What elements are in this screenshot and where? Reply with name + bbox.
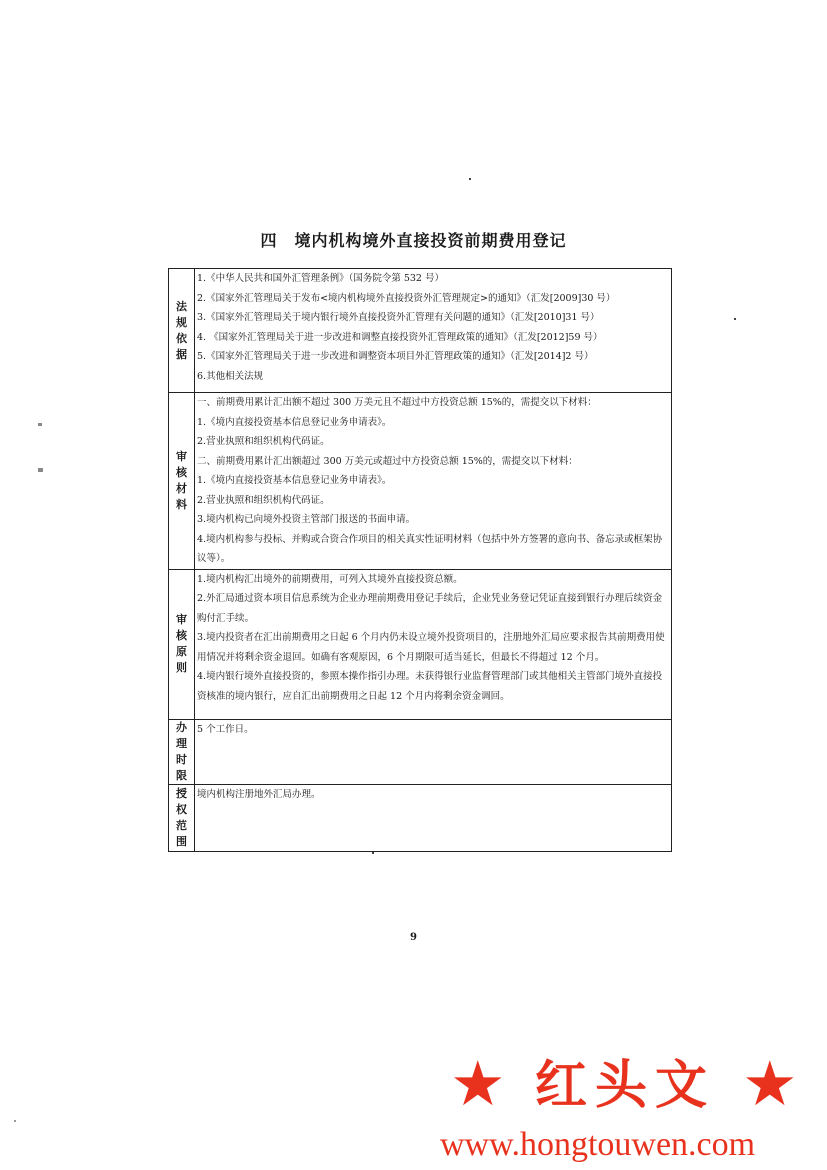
header-char: 依 xyxy=(176,331,187,345)
section-content xyxy=(195,269,672,393)
header-char: 办 xyxy=(176,720,187,734)
section-content xyxy=(195,784,672,851)
scan-speck xyxy=(372,852,374,854)
section-header xyxy=(169,784,195,851)
section-legal-basis xyxy=(169,269,672,393)
header-char: 围 xyxy=(176,834,187,848)
header-char: 核 xyxy=(176,629,187,642)
scan-speck xyxy=(469,178,471,180)
list-item: 2.营业执照和组织机构代码证。 xyxy=(197,494,330,506)
scan-speck xyxy=(38,468,43,472)
header-char: 授 xyxy=(176,786,187,800)
header-char: 据 xyxy=(176,347,187,361)
header-char: 核 xyxy=(176,465,187,479)
watermark-url: www.hongtouwen.com xyxy=(440,1126,756,1163)
scan-speck xyxy=(38,423,42,426)
section-time-limit xyxy=(169,719,672,784)
header-char: 范 xyxy=(176,818,187,832)
section-header xyxy=(169,719,195,784)
section-header xyxy=(169,269,195,393)
list-item: 1.《境内直接投资基本信息登记业务申请表》。 xyxy=(197,475,392,486)
page-number: 9 xyxy=(410,932,417,943)
section-header xyxy=(169,569,195,719)
scan-speck xyxy=(14,1120,16,1122)
list-item: 1.境内机构汇出境外的前期费用，可列入其境外直接投资总额。 xyxy=(197,573,463,585)
section-authorization-scope xyxy=(169,784,672,851)
watermark-star-left-icon: ★ xyxy=(450,1047,506,1120)
list-item: 2.《国家外汇管理局关于发布<境内机构境外直接投资外汇管理规定>的通知》（汇发[2009]30 号） xyxy=(197,292,616,304)
section-content xyxy=(195,393,672,570)
header-char: 权 xyxy=(176,802,187,816)
section-content xyxy=(195,569,672,719)
list-item: 4.境内机构参与投标、并购或合资合作项目的相关真实性证明材料（包括中外方签署的意向书、备忘录或框架协议等）。 xyxy=(197,533,663,564)
header-char: 审 xyxy=(176,613,187,626)
header-char: 料 xyxy=(176,497,187,511)
page-title: 四 境内机构境外直接投资前期费用登记 xyxy=(260,231,567,250)
header-char: 限 xyxy=(176,768,187,782)
list-item: 4. 《国家外汇管理局关于进一步改进和调整直接投资外汇管理政策的通知》（汇发[2012]59 号） xyxy=(197,331,603,343)
header-char: 时 xyxy=(176,752,187,766)
regulation-table xyxy=(168,268,672,852)
header-char: 原 xyxy=(176,645,187,658)
section-review-principles xyxy=(169,569,672,719)
list-item: 5.《国家外汇管理局关于进一步改进和调整资本项目外汇管理政策的通知》（汇发[2014]2 号） xyxy=(197,351,594,362)
header-char: 法 xyxy=(176,299,187,313)
list-item: 2.外汇局通过资本项目信息系统为企业办理前期费用登记手续后，企业凭业务登记凭证直接到银行办理后续资金购付汇手续。 xyxy=(197,593,663,624)
list-item: 一、前期费用累计汇出额不超过 300 万美元且不超过中方投资总额 15%的，需提交以下材料： xyxy=(197,397,597,408)
watermark-title: 红头文 xyxy=(535,1055,716,1116)
list-item: 4.境内银行境外直接投资的，参照本操作指引办理。未获得银行业监督管理部门或其他相关主管部门境外直接投资核准的境内银行，应自汇出前期费用之日起 12 个月内将剩余资金调回。 xyxy=(197,671,663,702)
list-item: 境内机构注册地外汇局办理。 xyxy=(197,788,321,800)
header-char: 理 xyxy=(176,736,187,750)
list-item: 1.《境内直接投资基本信息登记业务申请表》。 xyxy=(197,416,392,428)
list-item: 二、前期费用累计汇出额超过 300 万美元或超过中方投资总额 15%的，需提交以下材料： xyxy=(197,455,578,467)
list-item: 3.境内投资者在汇出前期费用之日起 6 个月内仍未设立境外投资项目的，注册地外汇局应要求报告其前期费用使用情况并将剩余资金退回。如确有客观原因，6 个月期限可适当延长，但最长不得超过 12 个月。 xyxy=(197,632,665,663)
list-item: 6.其他相关法规 xyxy=(197,370,264,382)
list-item: 3.《国家外汇管理局关于境内银行境外直接投资外汇管理有关问题的通知》（汇发[2010]31 号） xyxy=(197,312,600,323)
list-item: 5 个工作日。 xyxy=(197,723,254,735)
list-item: 2.营业执照和组织机构代码证。 xyxy=(197,436,330,447)
header-char: 则 xyxy=(176,661,187,674)
header-char: 审 xyxy=(176,449,187,463)
section-content xyxy=(195,719,672,784)
header-char: 材 xyxy=(176,481,187,495)
list-item: 1.《中华人民共和国外汇管理条例》（国务院令第 532 号） xyxy=(197,273,444,284)
header-char: 规 xyxy=(176,315,187,329)
section-review-materials xyxy=(169,393,672,570)
scan-speck xyxy=(734,318,736,320)
list-item: 3.境内机构已向境外投资主管部门报送的书面申请。 xyxy=(197,514,416,525)
watermark-star-right-icon: ★ xyxy=(742,1047,798,1120)
section-header xyxy=(169,393,195,570)
